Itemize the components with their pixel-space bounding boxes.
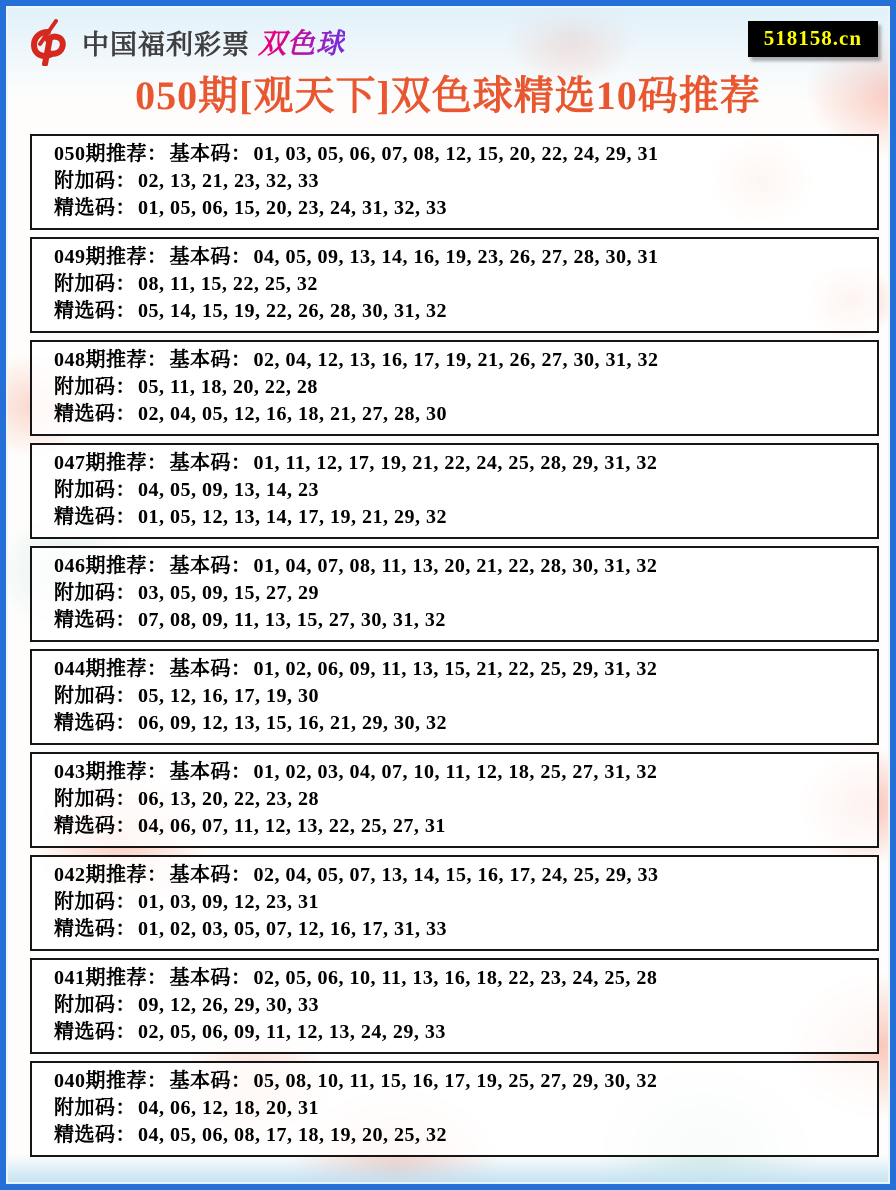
basic-line — [54, 759, 867, 786]
addon-numbers: 04, 06, 12, 18, 20, 31 — [138, 1097, 319, 1119]
basic-line — [54, 965, 867, 992]
recommendation-block-046 — [30, 546, 879, 642]
select-line — [54, 607, 867, 634]
basic-line — [54, 450, 867, 477]
addon-label: 附加码： — [54, 273, 136, 295]
select-label: 精选码： — [54, 918, 136, 940]
addon-line — [54, 374, 867, 401]
basic-label: 基本码： — [169, 349, 252, 371]
basic-label: 基本码： — [169, 452, 252, 474]
select-line — [54, 298, 867, 325]
basic-label: 基本码： — [169, 658, 252, 680]
basic-label: 基本码： — [169, 1070, 252, 1092]
addon-label: 附加码： — [54, 994, 136, 1016]
period-label: 042期推荐： — [54, 864, 168, 886]
select-label: 精选码： — [54, 1124, 136, 1146]
addon-numbers: 01, 03, 09, 12, 23, 31 — [138, 891, 319, 913]
addon-numbers: 04, 05, 09, 13, 14, 23 — [138, 479, 319, 501]
basic-line — [54, 553, 867, 580]
basic-numbers: 05, 08, 10, 11, 15, 16, 17, 19, 25, 27, 29, 30, 32 — [253, 1070, 658, 1092]
addon-line — [54, 786, 867, 813]
addon-numbers: 02, 13, 21, 23, 32, 33 — [138, 170, 319, 192]
select-numbers: 06, 09, 12, 13, 15, 16, 21, 29, 30, 32 — [138, 712, 447, 734]
basic-line — [54, 862, 867, 889]
addon-label: 附加码： — [54, 891, 136, 913]
period-label: 047期推荐： — [54, 452, 168, 474]
period-label: 050期推荐： — [54, 143, 168, 165]
addon-line — [54, 1095, 867, 1122]
recommendation-block-049 — [30, 237, 879, 333]
logo-brand-text: 双色球 — [258, 22, 345, 62]
addon-numbers: 03, 05, 09, 15, 27, 29 — [138, 582, 319, 604]
basic-numbers: 01, 03, 05, 06, 07, 08, 12, 15, 20, 22, 24, 29, 31 — [253, 143, 659, 165]
select-line — [54, 1122, 867, 1149]
basic-numbers: 01, 11, 12, 17, 19, 21, 22, 24, 25, 28, 29, 31, 32 — [253, 452, 658, 474]
addon-line — [54, 168, 867, 195]
addon-label: 附加码： — [54, 479, 136, 501]
select-label: 精选码： — [54, 300, 136, 322]
basic-line — [54, 347, 867, 374]
select-numbers: 01, 05, 06, 15, 20, 23, 24, 31, 32, 33 — [138, 197, 447, 219]
select-line — [54, 401, 867, 428]
recommendation-block-047 — [30, 443, 879, 539]
period-label: 046期推荐： — [54, 555, 168, 577]
basic-numbers: 01, 04, 07, 08, 11, 13, 20, 21, 22, 28, 30, 31, 32 — [253, 555, 658, 577]
recommendation-block-044 — [30, 649, 879, 745]
recommendation-block-048 — [30, 340, 879, 436]
period-label: 048期推荐： — [54, 349, 168, 371]
basic-line — [54, 656, 867, 683]
select-numbers: 01, 02, 03, 05, 07, 12, 16, 17, 31, 33 — [138, 918, 447, 940]
basic-numbers: 01, 02, 06, 09, 11, 13, 15, 21, 22, 25, 29, 31, 32 — [253, 658, 658, 680]
select-numbers: 02, 04, 05, 12, 16, 18, 21, 27, 28, 30 — [138, 403, 447, 425]
addon-line — [54, 889, 867, 916]
select-label: 精选码： — [54, 506, 136, 528]
recommendation-block-042 — [30, 855, 879, 951]
period-label: 043期推荐： — [54, 761, 168, 783]
basic-line — [54, 244, 867, 271]
recommendation-block-040 — [30, 1061, 879, 1157]
page-title: 050期[观天下]双色球精选10码推荐 — [135, 73, 761, 118]
addon-label: 附加码： — [54, 170, 136, 192]
select-numbers: 02, 05, 06, 09, 11, 12, 13, 24, 29, 33 — [138, 1021, 446, 1043]
select-label: 精选码： — [54, 197, 136, 219]
basic-numbers: 02, 04, 12, 13, 16, 17, 19, 21, 26, 27, 30, 31, 32 — [253, 349, 659, 371]
basic-numbers: 02, 04, 05, 07, 13, 14, 15, 16, 17, 24, 25, 29, 33 — [253, 864, 659, 886]
select-numbers: 05, 14, 15, 19, 22, 26, 28, 30, 31, 32 — [138, 300, 447, 322]
addon-numbers: 09, 12, 26, 29, 30, 33 — [138, 994, 319, 1016]
basic-label: 基本码： — [169, 246, 252, 268]
addon-label: 附加码： — [54, 1097, 136, 1119]
select-numbers: 04, 06, 07, 11, 12, 13, 22, 25, 27, 31 — [138, 815, 446, 837]
select-label: 精选码： — [54, 1021, 136, 1043]
select-line — [54, 916, 867, 943]
domain-badge: 518158.cn — [748, 21, 878, 57]
header — [6, 6, 890, 64]
addon-line — [54, 477, 867, 504]
select-label: 精选码： — [54, 815, 136, 837]
select-line — [54, 195, 867, 222]
basic-label: 基本码： — [169, 967, 252, 989]
basic-numbers: 02, 05, 06, 10, 11, 13, 16, 18, 22, 23, 24, 25, 28 — [253, 967, 658, 989]
addon-line — [54, 271, 867, 298]
select-line — [54, 710, 867, 737]
select-numbers: 04, 05, 06, 08, 17, 18, 19, 20, 25, 32 — [138, 1124, 447, 1146]
recommendation-block-041 — [30, 958, 879, 1054]
recommendation-block-043 — [30, 752, 879, 848]
select-label: 精选码： — [54, 712, 136, 734]
china-welfare-lottery-logo — [26, 18, 345, 66]
addon-line — [54, 683, 867, 710]
addon-label: 附加码： — [54, 376, 136, 398]
select-line — [54, 813, 867, 840]
basic-label: 基本码： — [169, 864, 252, 886]
period-label: 040期推荐： — [54, 1070, 168, 1092]
period-label: 044期推荐： — [54, 658, 168, 680]
select-numbers: 01, 05, 12, 13, 14, 17, 19, 21, 29, 32 — [138, 506, 447, 528]
addon-numbers: 06, 13, 20, 22, 23, 28 — [138, 788, 319, 810]
logo-text: 中国福利彩票 — [82, 29, 250, 60]
period-label: 049期推荐： — [54, 246, 168, 268]
addon-numbers: 08, 11, 15, 22, 25, 32 — [138, 273, 318, 295]
select-label: 精选码： — [54, 609, 136, 631]
period-label: 041期推荐： — [54, 967, 168, 989]
basic-numbers: 04, 05, 09, 13, 14, 16, 19, 23, 26, 27, 28, 30, 31 — [253, 246, 659, 268]
recommendation-list — [6, 134, 890, 1157]
addon-line — [54, 992, 867, 1019]
select-label: 精选码： — [54, 403, 136, 425]
addon-label: 附加码： — [54, 582, 136, 604]
basic-line — [54, 1068, 867, 1095]
basic-label: 基本码： — [169, 761, 252, 783]
addon-numbers: 05, 11, 18, 20, 22, 28 — [138, 376, 318, 398]
select-line — [54, 1019, 867, 1046]
addon-numbers: 05, 12, 16, 17, 19, 30 — [138, 685, 319, 707]
recommendation-block-050 — [30, 134, 879, 230]
addon-line — [54, 580, 867, 607]
basic-label: 基本码： — [169, 143, 252, 165]
select-numbers: 07, 08, 09, 11, 13, 15, 27, 30, 31, 32 — [138, 609, 446, 631]
cp-logo-icon — [26, 18, 74, 66]
addon-label: 附加码： — [54, 788, 136, 810]
addon-label: 附加码： — [54, 685, 136, 707]
select-line — [54, 504, 867, 531]
basic-label: 基本码： — [169, 555, 252, 577]
basic-numbers: 01, 02, 03, 04, 07, 10, 11, 12, 18, 25, 27, 31, 32 — [253, 761, 658, 783]
basic-line — [54, 141, 867, 168]
